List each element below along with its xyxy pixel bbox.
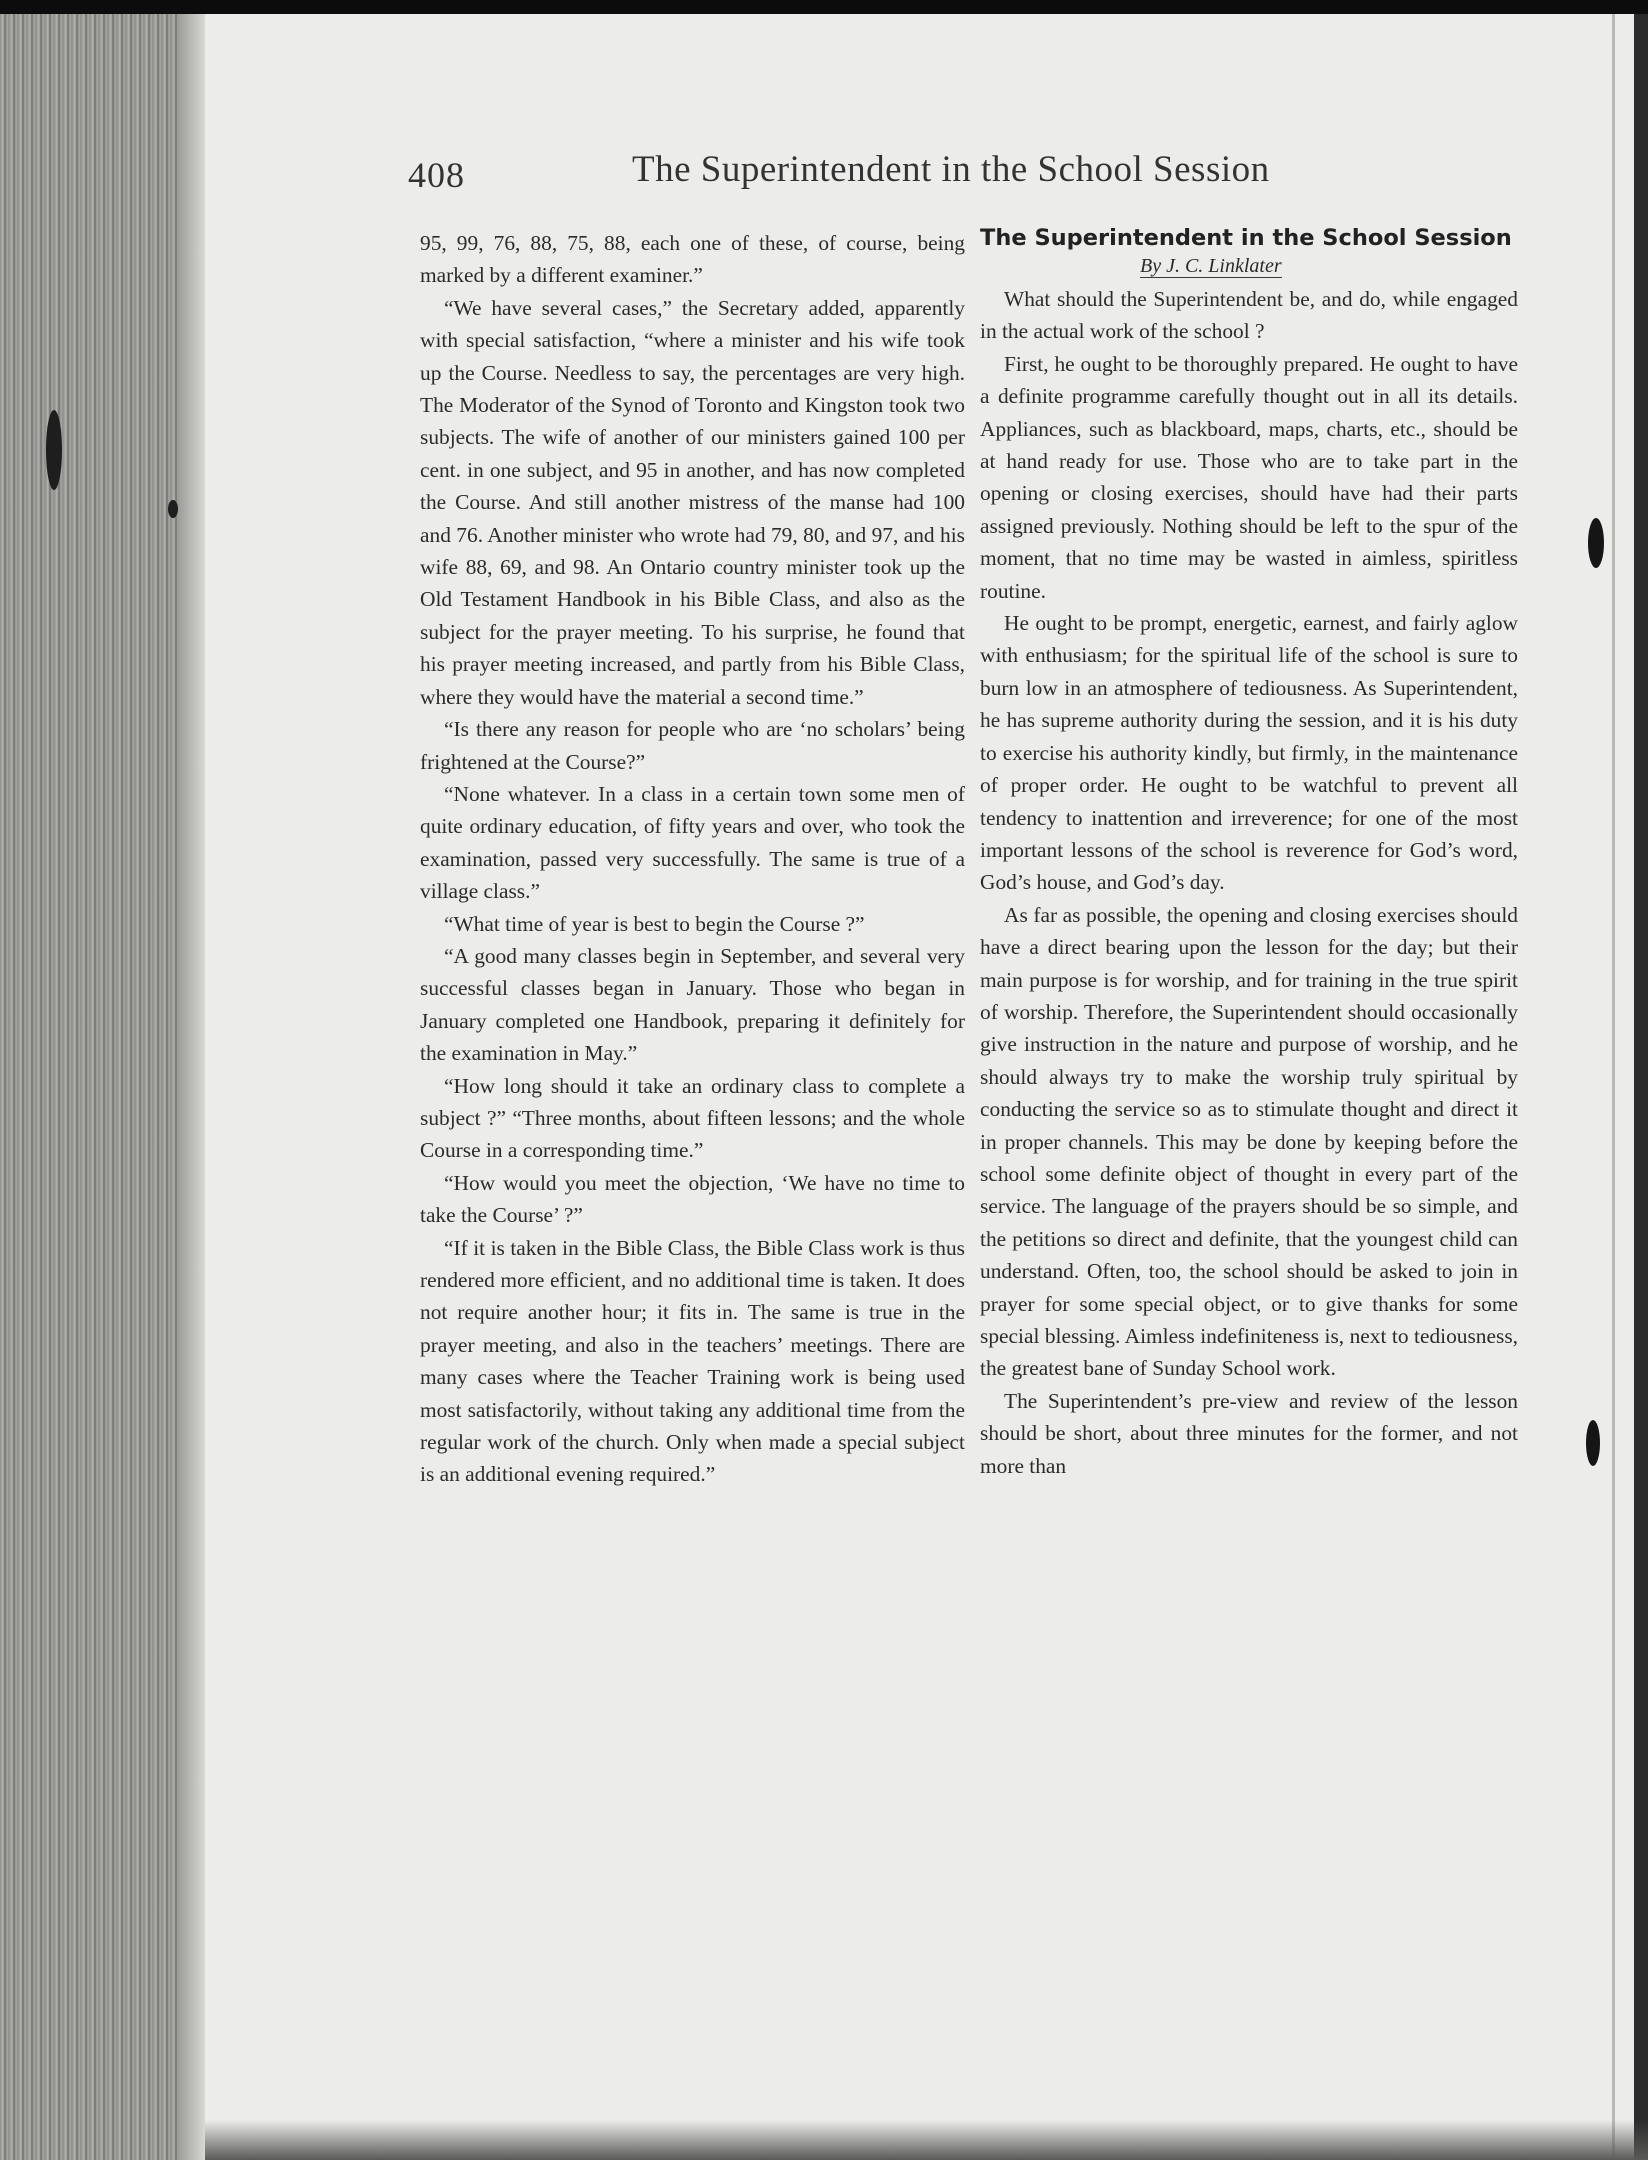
page-edge-line <box>1612 14 1615 2160</box>
scan-right-border <box>1634 14 1648 2160</box>
running-header <box>408 148 1508 198</box>
binding-mark <box>168 500 178 518</box>
paragraph: What should the Superintendent be, and do, while engaged in the actual work of the school ? <box>980 287 1518 344</box>
paragraph: “A good many classes begin in September, and several very successful classes began in January. Those who began in January completed one Handbook, preparing it definitely for the examination in May.” <box>420 943 965 1066</box>
left-text-column <box>420 227 965 1491</box>
scan-top-border <box>0 0 1648 14</box>
paragraph: “What time of year is best to begin the Course ?” <box>444 911 865 936</box>
page-number: 408 <box>408 155 465 195</box>
article-title: The Superintendent in the School Session <box>980 225 1512 251</box>
paragraph: The Superintendent’s pre-view and review of the lesson should be short, about three minutes for the former, and not more than <box>980 1388 1518 1478</box>
punch-hole <box>1588 518 1604 568</box>
scan-bottom-shadow <box>205 2120 1648 2160</box>
paragraph: He ought to be prompt, energetic, earnest, and fairly aglow with enthusiasm; for the spiritual life of the school is sure to burn low in an atmosphere of tediousness. As Superintendent, he has supreme authority during the session, and it is his duty to exercise his authority kindly, but firmly, in the maintenance of proper order. He ought to be watchful to prevent all tendency to inattention and irreverence; for one of the most important lessons of the school is reverence for God’s word, God’s house, and God’s day. <box>980 611 1518 895</box>
paragraph: “How would you meet the objection, ‘We have no time to take the Course’ ?” <box>420 1170 965 1228</box>
book-page-edges <box>0 14 205 2160</box>
binding-mark <box>46 410 62 490</box>
paragraph: “If it is taken in the Bible Class, the Bible Class work is thus rendered more efficient, and no additional time is taken. It does not require another hour; it fits in. The same is true in the prayer meeting, and also in the teachers’ meetings. There are many cases where the Teacher Training work is being used most satisfactorily, without taking any additional time from the regular work of the church. Only when made a special subject is an additional evening required.” <box>420 1235 965 1487</box>
paragraph: “Is there any reason for people who are ‘no scholars’ being frightened at the Course?” <box>420 717 965 774</box>
paragraph: “None whatever. In a class in a certain town some men of quite ordinary education, of fifty years and over, who took the examination, passed very successfully. The same is true of a village class.” <box>420 781 965 904</box>
right-text-column <box>980 227 1518 1482</box>
paragraph: 95, 99, 76, 88, 75, 88, each one of these, of course, being marked by a different examiner.” <box>420 231 965 288</box>
article-byline <box>980 253 1518 279</box>
byline-text: By J. C. Linklater <box>1140 255 1282 277</box>
paragraph: “How long should it take an ordinary class to complete a subject ?” “Three months, about fifteen lessons; and the whole Course in a corresponding time.” <box>420 1073 965 1163</box>
running-title: The Superintendent in the School Session <box>632 149 1270 190</box>
paragraph: “We have several cases,” the Secretary added, apparently with special satisfaction, “where a minister and his wife took up the Course. Needless to say, the percentages are very high. The Moderator of the Synod of Toronto and Kingston took two subjects. The wife of another of our ministers gained 100 per cent. in one subject, and 95 in another, and has now completed the Course. And still another mistress of the manse had 100 and 76. Another minister who wrote had 79, 80, and 97, and his wife 88, 69, and 98. An Ontario country minister took up the Old Testament Handbook in his Bible Class, and also as the subject for the prayer meeting. To his surprise, he found that his prayer meeting increased, and partly from his Bible Class, where they would have the material a second time.” <box>420 295 965 709</box>
paragraph: As far as possible, the opening and closing exercises should have a direct bearing upon the lesson for the day; but their main purpose is for worship, and for training in the true spirit of worship. Therefore, the Superintendent should occasionally give instruction in the nature and purpose of worship, and he should always try to make the worship truly spiritual by conducting the service so as to stimulate thought and direct it in proper channels. This may be done by keeping before the school some definite object of thought in every part of the service. The language of the prayers should be so simple, and the petitions so direct and definite, that the youngest child can understand. Often, too, the school should be asked to join in prayer for some special object, or to give thanks for some special blessing. Aimless indefiniteness is, next to tediousness, the greatest bane of Sunday School work. <box>980 902 1518 1381</box>
punch-hole <box>1586 1420 1600 1466</box>
paragraph: First, he ought to be thoroughly prepared. He ought to have a definite programme carefully thought out in all its details. Appliances, such as blackboard, maps, charts, etc., should be at hand ready for use. Those who are to take part in the opening or closing exercises, should have had their parts assigned previously. Nothing should be left to the spur of the moment, that no time may be wasted in aimless, spiritless routine. <box>980 351 1518 603</box>
